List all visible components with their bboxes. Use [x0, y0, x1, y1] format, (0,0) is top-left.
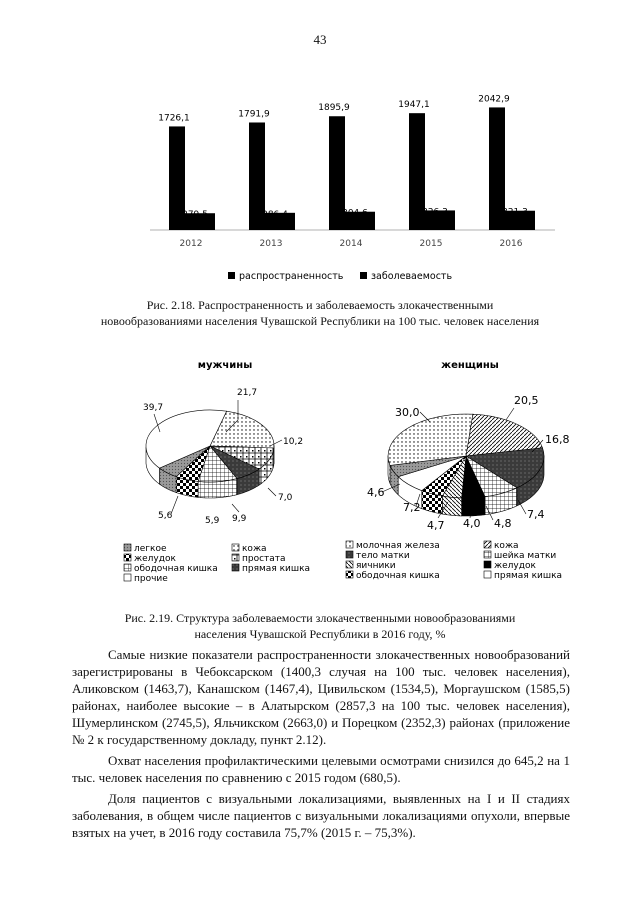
data-label: 9,9: [232, 514, 247, 524]
data-label: 5,9: [205, 516, 220, 526]
legend-swatch: [124, 544, 131, 551]
data-label: 4,0: [463, 517, 481, 530]
legend-swatch: [346, 571, 353, 578]
data-label: 5,6: [158, 511, 173, 521]
legend-swatch: [484, 551, 491, 558]
bar-chart-legend: [228, 271, 452, 282]
data-label: 4,7: [427, 519, 445, 532]
legend-swatch: [232, 554, 239, 561]
caption-line: новообразованиями населения Чувашской Республики на 100 тыс. человек населения: [100, 314, 540, 328]
legend-swatch: [124, 574, 131, 581]
x-tick-label: 2016: [499, 239, 523, 249]
x-tick-label: 2014: [339, 239, 363, 249]
legend-label: молочная железа: [356, 541, 440, 551]
data-label: 39,7: [143, 403, 164, 413]
pie-chart-women: [367, 360, 570, 532]
data-label: 1726,1: [158, 113, 190, 124]
data-label: 30,0: [395, 406, 420, 419]
figure-2-18-caption: [60, 297, 580, 329]
data-label: 1947,1: [398, 100, 430, 111]
legend-label: заболеваемость: [371, 271, 453, 282]
legend-label: желудок: [134, 554, 176, 564]
x-tick-label: 2013: [259, 239, 283, 249]
figure-2-19-caption: [60, 610, 580, 642]
data-label: 4,6: [367, 486, 385, 499]
legend-label: ободочная кишка: [356, 571, 440, 581]
legend-swatch: [360, 272, 367, 279]
pie-chart-men: [143, 360, 303, 526]
legend-swatch: [232, 564, 239, 571]
paragraph: Охват населения профилактическими целевыми осмотрами снизился до 645,2 на 1 тыс. человек населения по сравнению с 2015 годом (680,5).: [72, 753, 570, 785]
data-label: 16,8: [545, 433, 570, 446]
paragraph: Самые низкие показатели распространенности злокачественных новообразований зарегистрированы в Чебоксарском (1400,3 случая на 100 тыс. человек населения), Аликовском (1463,7), Канашском (1467,4), Цивильском (1534,5), Моргаушском (1585,5) районах, наиболее высокие – в Алатырском (2857,3 на 100 тыс. человек населения), Шумерлинском (2745,5), Яльчикском (2663,0) и Порецком (2352,3) районах (приложение № 2 к государственному докладу, пункт 2.12).: [72, 647, 570, 747]
leader-line: [232, 504, 239, 512]
legend-swatch: [124, 554, 131, 561]
legend-label: яичники: [356, 561, 396, 571]
data-label: 10,2: [283, 437, 304, 447]
data-label: 326,3: [422, 207, 448, 218]
data-label: 304,6: [342, 208, 368, 219]
bar-chart-2-18: [150, 94, 555, 249]
legend-swatch: [346, 561, 353, 568]
legend-label: простата: [242, 554, 286, 564]
data-label: 7,4: [527, 508, 545, 521]
legend-label: тело матки: [356, 551, 410, 561]
caption-line: Рис. 2.19. Структура заболеваемости злокачественными новообразованиями: [124, 611, 516, 625]
data-label: 7,2: [403, 501, 421, 514]
data-label: 2042,9: [478, 94, 510, 105]
legend-label: кожа: [242, 544, 267, 554]
paragraph: Доля пациентов с визуальными локализациями, выявленных на I и II стадиях заболевания, в общем числе пациентов с визуальными локализациями опухоли, впервые взятых на учет, в 2016 году составила 75,7% (2015 г. – 75,3%).: [72, 791, 570, 840]
page-number: 43: [313, 32, 327, 47]
legend-swatch: [346, 541, 353, 548]
legend-label: легкое: [134, 544, 167, 554]
legend-label: прямая кишка: [494, 571, 563, 581]
legend-label: прямая кишка: [242, 564, 311, 574]
legend-swatch: [232, 544, 239, 551]
legend-women: [346, 541, 562, 581]
data-label: 1791,9: [238, 109, 270, 120]
body-text: [72, 646, 570, 845]
data-label: 286,4: [262, 209, 288, 220]
x-tick-label: 2015: [419, 239, 443, 249]
legend-swatch: [346, 551, 353, 558]
data-label: 4,8: [494, 517, 512, 530]
data-label: 321,3: [502, 207, 528, 218]
legend-label: распространенность: [239, 271, 344, 282]
data-label: 21,7: [237, 388, 258, 398]
legend-swatch: [228, 272, 235, 279]
pie-slice-side: [462, 497, 485, 516]
legend-label: прочие: [134, 574, 168, 584]
legend-label: шейка матки: [494, 551, 557, 561]
legend-swatch: [484, 541, 491, 548]
legend-label: кожа: [494, 541, 519, 551]
caption-line: Рис. 2.18. Распространенность и заболеваемость злокачественными: [146, 298, 494, 312]
legend-label: желудок: [494, 561, 536, 571]
data-label: 20,5: [514, 394, 539, 407]
legend-label: ободочная кишка: [134, 564, 218, 574]
legend-swatch: [484, 561, 491, 568]
data-label: 7,0: [278, 493, 293, 503]
pie-title: женщины: [441, 360, 499, 371]
caption-line: населения Чувашской Республики в 2016 году, %: [194, 627, 446, 641]
data-label: 279,5: [182, 210, 208, 221]
x-tick-label: 2012: [179, 239, 203, 249]
pie-title: мужчины: [197, 360, 253, 371]
legend-men: [124, 544, 310, 584]
legend-swatch: [484, 571, 491, 578]
legend-swatch: [124, 564, 131, 571]
leader-line: [506, 408, 514, 420]
leader-line: [268, 488, 276, 496]
data-label: 1895,9: [318, 103, 350, 114]
